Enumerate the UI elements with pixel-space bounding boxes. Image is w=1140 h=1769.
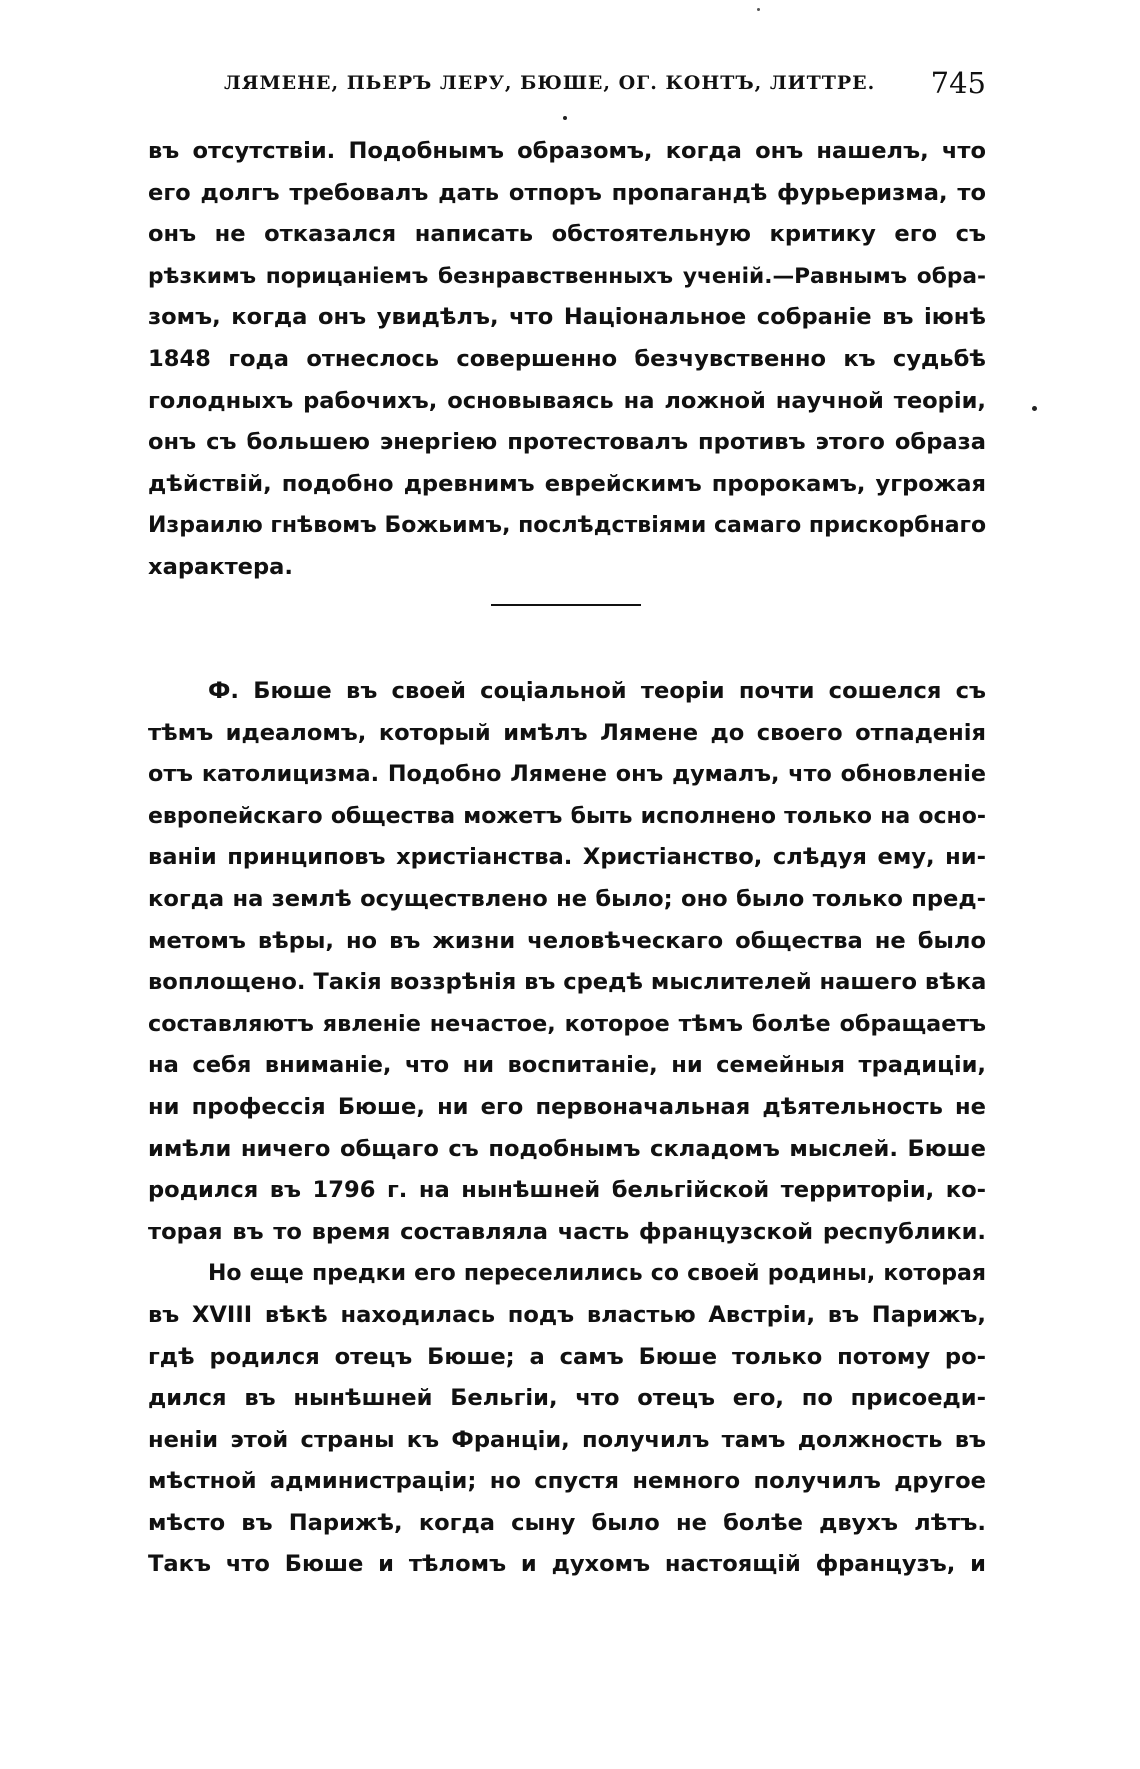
text-line: голодныхъ рабочихъ, основываясь на ложной научной теоріи, bbox=[148, 387, 986, 414]
text-line: дѣйствій, подобно древнимъ еврейскимъ пророкамъ, угрожая bbox=[148, 470, 986, 497]
text-line: имѣли ничего общаго съ подобнымъ складомъ мыслей. Бюше bbox=[148, 1135, 986, 1162]
margin-dot bbox=[1032, 406, 1037, 411]
paragraph-buchez bbox=[148, 671, 986, 1586]
text-line: Но еще предки его переселились со своей родины, которая bbox=[208, 1261, 986, 1287]
text-line: тѣмъ идеаломъ, который имѣлъ Лямене до своего отпаденія bbox=[148, 719, 986, 746]
text-line: неніи этой страны къ Франціи, получилъ тамъ должность въ bbox=[148, 1426, 986, 1453]
print-speck bbox=[563, 116, 567, 120]
text-line: дился въ нынѣшней Бельгіи, что отецъ его, по присоеди- bbox=[148, 1385, 986, 1412]
text-line: отъ католицизма. Подобно Лямене онъ думалъ, что обновленіе bbox=[148, 761, 986, 788]
text-line: воплощено. Такія воззрѣнія въ средѣ мыслителей нашего вѣка bbox=[148, 969, 986, 996]
text-line: мѣстной администраціи; но спустя немного получилъ другое bbox=[148, 1468, 986, 1495]
text-line: метомъ вѣры, но въ жизни человѣческаго общества не было bbox=[148, 927, 986, 954]
page-number: 745 bbox=[930, 66, 986, 100]
text-line: ни профессія Бюше, ни его первоначальная дѣятельность не bbox=[148, 1093, 986, 1120]
text-line: въ XVIII вѣкѣ находилась подъ властью Австріи, въ Парижъ, bbox=[148, 1301, 986, 1328]
text-line: ваніи принциповъ христіанства. Христіанство, слѣдуя ему, ни- bbox=[148, 844, 986, 871]
text-line: родился въ 1796 г. на нынѣшней бельгійской территоріи, ко- bbox=[148, 1177, 986, 1204]
text-line: на себя вниманіе, что ни воспитаніе, ни семейныя традиціи, bbox=[148, 1052, 986, 1079]
text-line: когда на землѣ осуществлено не было; оно было только пред- bbox=[148, 885, 986, 912]
running-title: ЛЯМЕНЕ, ПЬЕРЪ ЛЕРУ, БЮШЕ, ОГ. КОНТЪ, ЛИТТРЕ. bbox=[224, 72, 876, 94]
text-line: 1848 года отнеслось совершенно безчувственно къ судьбѣ bbox=[148, 345, 986, 372]
text-line: Ф. Бюше въ своей соціальной теоріи почти сошелся съ bbox=[208, 678, 986, 704]
text-line: составляютъ явленіе нечастое, которое тѣмъ болѣе обращаетъ bbox=[148, 1010, 986, 1037]
text-line: Израилю гнѣвомъ Божьимъ, послѣдствіями самаго прискорбнаго bbox=[148, 513, 986, 539]
text-line: въ отсутствіи. Подобнымъ образомъ, когда онъ нашелъ, что bbox=[148, 138, 986, 164]
text-line: онъ не отказался написать обстоятельную критику его съ bbox=[148, 221, 986, 248]
text-line: характера. bbox=[148, 553, 293, 580]
print-speck bbox=[757, 8, 760, 11]
text-line: онъ съ большею энергіею протестовалъ противъ этого образа bbox=[148, 429, 986, 456]
section-divider bbox=[491, 604, 641, 606]
text-line: зомъ, когда онъ увидѣлъ, что Національное собраніе въ іюнѣ bbox=[148, 304, 986, 331]
text-line: Такъ что Бюше и тѣломъ и духомъ настоящій французъ, и bbox=[148, 1551, 986, 1578]
paragraph-continued bbox=[148, 131, 986, 589]
text-line: его долгъ требовалъ дать отпоръ пропагандѣ фурьеризма, то bbox=[148, 179, 986, 206]
text-line: рѣзкимъ порицаніемъ безнравственныхъ ученій.—Равнымъ обра- bbox=[148, 263, 986, 289]
text-line: европейскаго общества можетъ быть исполнено только на осно- bbox=[148, 803, 986, 829]
text-line: торая въ то время составляла часть французской республики. bbox=[148, 1218, 986, 1245]
text-line: гдѣ родился отецъ Бюше; а самъ Бюше только потому ро- bbox=[148, 1343, 986, 1370]
page-header bbox=[148, 66, 986, 106]
text-line: мѣсто въ Парижѣ, когда сыну было не болѣе двухъ лѣтъ. bbox=[148, 1509, 986, 1536]
